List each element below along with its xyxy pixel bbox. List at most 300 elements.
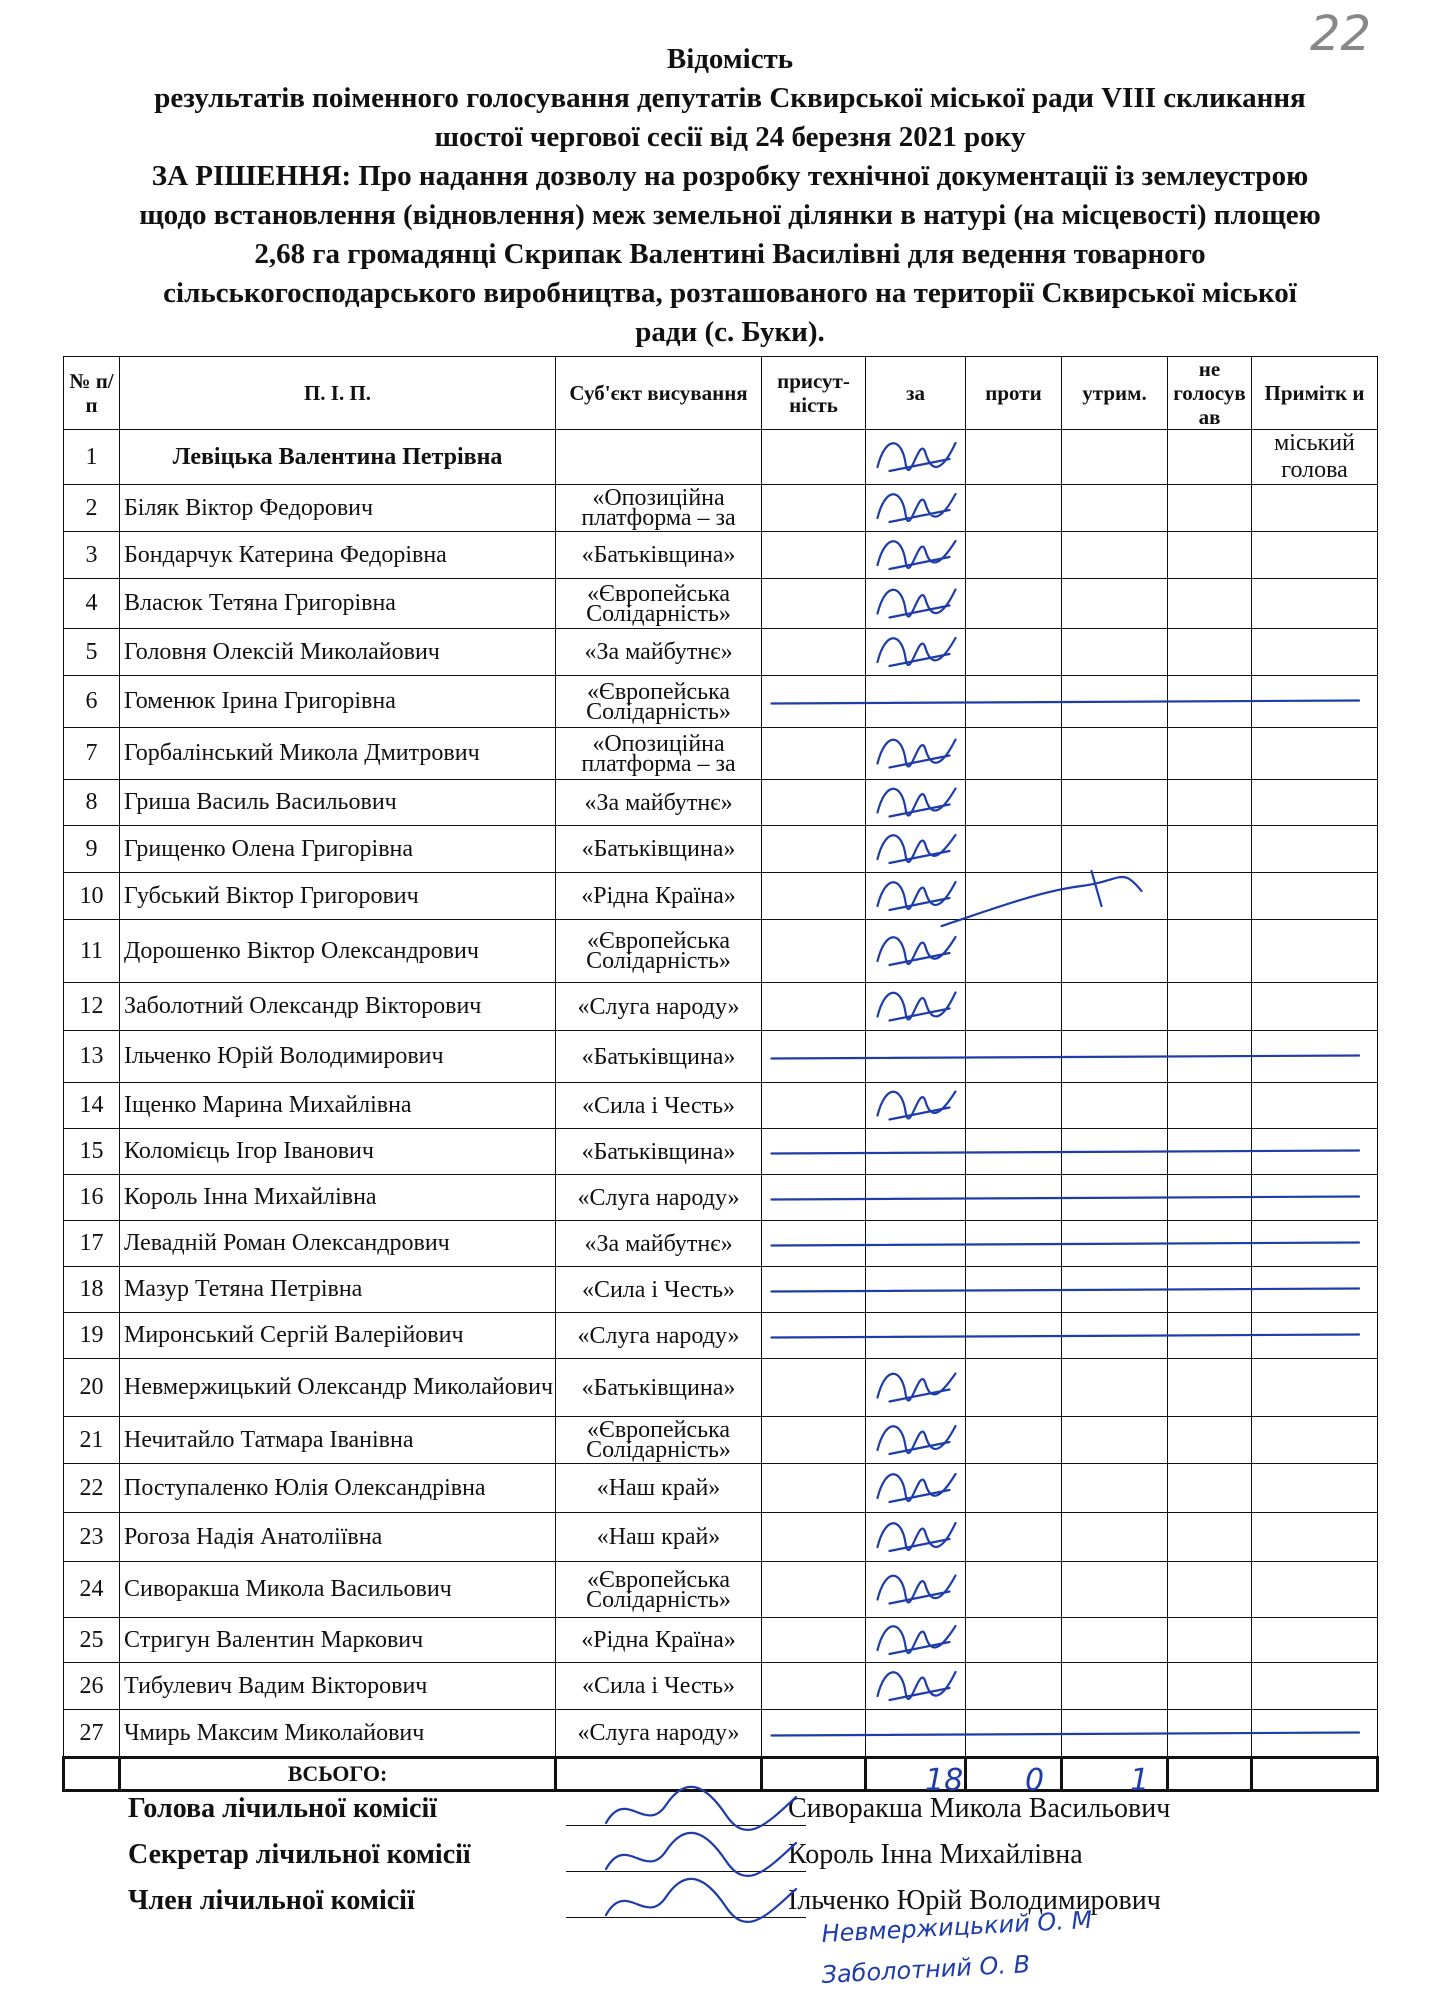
row-name: Заболотний Олександр Вікторович (120, 983, 556, 1031)
row-not-voted-cell (1168, 920, 1252, 983)
row-for-cell (866, 430, 966, 485)
signature-role: Член лічильної комісії (128, 1885, 415, 1916)
row-present-cell (762, 1359, 866, 1417)
total-abstain-cell (1062, 1758, 1168, 1791)
row-abstain-cell (1062, 1663, 1168, 1710)
document-title: Відомість (666, 43, 794, 75)
row-party: «Батьківщина» (556, 1129, 762, 1175)
table-row (64, 826, 1378, 873)
row-name: Грищенко Олена Григорівна (120, 826, 556, 873)
row-num: 26 (64, 1663, 120, 1710)
table-row (64, 1618, 1378, 1663)
table-row (64, 873, 1378, 920)
row-note (1252, 1175, 1378, 1221)
row-not-voted-cell (1168, 1359, 1252, 1417)
row-not-voted-cell (1168, 676, 1252, 728)
row-abstain-cell (1062, 826, 1168, 873)
row-note (1252, 1710, 1378, 1758)
row-against-cell (966, 1464, 1062, 1513)
row-name: Губський Віктор Григорович (120, 873, 556, 920)
table-row (64, 780, 1378, 826)
row-present-cell (762, 430, 866, 485)
row-party: «Батьківщина» (556, 532, 762, 579)
row-present-cell (762, 629, 866, 676)
table-row (64, 1221, 1378, 1267)
row-note (1252, 1267, 1378, 1313)
voting-table (62, 356, 1379, 1792)
row-num: 20 (64, 1359, 120, 1417)
row-present-cell (762, 676, 866, 728)
table-row (64, 1710, 1378, 1758)
row-party: «Європейська Солідарність» (556, 920, 762, 983)
page-number: 22 (1310, 6, 1372, 62)
row-note (1252, 728, 1378, 780)
row-present-cell (762, 1417, 866, 1464)
row-note (1252, 1359, 1378, 1417)
document-subtitle-line-2: шостої чергової сесії від 24 березня 2021 року (434, 121, 1026, 153)
row-abstain-cell (1062, 1359, 1168, 1417)
handwritten-note-2: Заболотний О. В (820, 1950, 1031, 1989)
document-subtitle-line-1: результатів поіменного голосування депутатів Сквирської міської ради VIII скликання (154, 82, 1306, 114)
row-for-cell (866, 485, 966, 532)
row-for-cell (866, 629, 966, 676)
row-note (1252, 780, 1378, 826)
row-party: «Наш край» (556, 1513, 762, 1562)
row-name: Горбалінський Микола Дмитрович (120, 728, 556, 780)
row-not-voted-cell (1168, 1417, 1252, 1464)
row-name: Гриша Василь Васильович (120, 780, 556, 826)
table-row (64, 728, 1378, 780)
row-party (556, 430, 762, 485)
row-name: Король Інна Михайлівна (120, 1175, 556, 1221)
row-not-voted-cell (1168, 1083, 1252, 1129)
table-row (64, 1313, 1378, 1359)
row-present-cell (762, 1464, 866, 1513)
row-num: 5 (64, 629, 120, 676)
row-for-cell (866, 1710, 966, 1758)
row-num: 24 (64, 1562, 120, 1618)
row-abstain-cell (1062, 1129, 1168, 1175)
row-against-cell (966, 1313, 1062, 1359)
row-for-cell (866, 1513, 966, 1562)
table-row (64, 629, 1378, 676)
row-party: «За майбутнє» (556, 629, 762, 676)
row-name: Власюк Тетяна Григорівна (120, 579, 556, 629)
row-against-cell (966, 676, 1062, 728)
signature-line (566, 1825, 806, 1826)
signature-line (566, 1871, 806, 1872)
row-for-cell (866, 1464, 966, 1513)
row-num: 25 (64, 1618, 120, 1663)
row-against-cell (966, 1175, 1062, 1221)
row-for-cell (866, 1129, 966, 1175)
signature-block (128, 1793, 1368, 1931)
row-note (1252, 873, 1378, 920)
table-row (64, 1031, 1378, 1083)
row-party: «Опозиційна платформа – за (556, 485, 762, 532)
table-row (64, 1267, 1378, 1313)
row-name: Поступаленко Юлія Олександрівна (120, 1464, 556, 1513)
row-against-cell (966, 780, 1062, 826)
row-against-cell (966, 1083, 1062, 1129)
row-party: «Батьківщина» (556, 1359, 762, 1417)
table-row (64, 485, 1378, 532)
row-abstain-cell (1062, 1267, 1168, 1313)
row-abstain-cell (1062, 629, 1168, 676)
row-not-voted-cell (1168, 1313, 1252, 1359)
row-party: «Європейська Солідарність» (556, 1417, 762, 1464)
row-party: «Батьківщина» (556, 826, 762, 873)
header-for: за (866, 357, 966, 430)
row-name: Коломієць Ігор Іванович (120, 1129, 556, 1175)
row-not-voted-cell (1168, 629, 1252, 676)
header-note: Примітк и (1252, 357, 1378, 430)
row-present-cell (762, 1710, 866, 1758)
row-present-cell (762, 1083, 866, 1129)
row-num: 21 (64, 1417, 120, 1464)
row-num: 18 (64, 1267, 120, 1313)
row-abstain-cell (1062, 728, 1168, 780)
row-present-cell (762, 1221, 866, 1267)
document-header (40, 40, 1420, 352)
row-note (1252, 676, 1378, 728)
row-present-cell (762, 983, 866, 1031)
row-note (1252, 629, 1378, 676)
decision-line-3: 2,68 га громадянці Скрипак Валентині Василівні для ведення товарного (254, 238, 1206, 270)
total-party-cell (556, 1758, 762, 1791)
row-against-cell (966, 1417, 1062, 1464)
header-abstain: утрим. (1062, 357, 1168, 430)
row-note: міський голова (1252, 430, 1378, 485)
row-name: Дорошенко Віктор Олександрович (120, 920, 556, 983)
header-party: Суб'єкт висування (556, 357, 762, 430)
row-present-cell (762, 1267, 866, 1313)
row-num: 2 (64, 485, 120, 532)
row-name: Миронський Сергій Валерійович (120, 1313, 556, 1359)
header-not-voted: не голосув ав (1168, 357, 1252, 430)
row-party: «Слуга народу» (556, 1175, 762, 1221)
total-for-cell (866, 1758, 966, 1791)
row-not-voted-cell (1168, 579, 1252, 629)
table-row (64, 532, 1378, 579)
decision-line-4: сільськогосподарського виробництва, розташованого на території Сквирської міської (163, 277, 1297, 309)
row-note (1252, 532, 1378, 579)
row-note (1252, 1221, 1378, 1267)
row-abstain-cell (1062, 1417, 1168, 1464)
row-abstain-cell (1062, 983, 1168, 1031)
row-num: 8 (64, 780, 120, 826)
row-name: Головня Олексій Миколайович (120, 629, 556, 676)
table-header-row (64, 357, 1378, 430)
total-label: ВСЬОГО: (120, 1758, 556, 1791)
row-name: Невмержицький Олександр Миколайович (120, 1359, 556, 1417)
row-against-cell (966, 1129, 1062, 1175)
total-note-cell (1252, 1758, 1378, 1791)
row-for-cell (866, 1175, 966, 1221)
row-num: 6 (64, 676, 120, 728)
row-note (1252, 1618, 1378, 1663)
row-for-cell (866, 920, 966, 983)
row-against-cell (966, 430, 1062, 485)
row-for-cell (866, 1083, 966, 1129)
table-row (64, 579, 1378, 629)
row-for-cell (866, 1267, 966, 1313)
row-num: 1 (64, 430, 120, 485)
row-present-cell (762, 873, 866, 920)
row-not-voted-cell (1168, 1267, 1252, 1313)
row-num: 14 (64, 1083, 120, 1129)
row-against-cell (966, 629, 1062, 676)
row-not-voted-cell (1168, 826, 1252, 873)
row-abstain-cell (1062, 430, 1168, 485)
row-note (1252, 1313, 1378, 1359)
table-row (64, 920, 1378, 983)
table-row (64, 1562, 1378, 1618)
row-for-cell (866, 1359, 966, 1417)
row-name: Мазур Тетяна Петрівна (120, 1267, 556, 1313)
table-row (64, 1464, 1378, 1513)
row-present-cell (762, 1175, 866, 1221)
row-party: «Слуга народу» (556, 1313, 762, 1359)
row-num: 13 (64, 1031, 120, 1083)
decision-line-2: щодо встановлення (відновлення) меж земельної ділянки в натурі (на місцевості) площею (139, 199, 1321, 231)
row-not-voted-cell (1168, 430, 1252, 485)
row-num: 23 (64, 1513, 120, 1562)
row-note (1252, 1031, 1378, 1083)
row-name: Тибулевич Вадим Вікторович (120, 1663, 556, 1710)
row-for-cell (866, 1417, 966, 1464)
row-against-cell (966, 1267, 1062, 1313)
signature-row-member (128, 1885, 1368, 1931)
handwritten-note-1: Невмержицький О. М (820, 1905, 1093, 1948)
row-party: «Опозиційна платформа – за (556, 728, 762, 780)
row-num: 27 (64, 1710, 120, 1758)
row-abstain-cell (1062, 485, 1168, 532)
row-abstain-cell (1062, 1175, 1168, 1221)
row-against-cell (966, 579, 1062, 629)
row-against-cell (966, 1513, 1062, 1562)
handwritten-total-against: 0 (1025, 1763, 1045, 1798)
row-not-voted-cell (1168, 1464, 1252, 1513)
row-num: 4 (64, 579, 120, 629)
row-against-cell (966, 485, 1062, 532)
row-against-cell (966, 1359, 1062, 1417)
table-row (64, 1663, 1378, 1710)
total-row (64, 1758, 1378, 1791)
row-abstain-cell (1062, 1562, 1168, 1618)
row-for-cell (866, 1663, 966, 1710)
row-not-voted-cell (1168, 1562, 1252, 1618)
row-party: «Сила і Честь» (556, 1267, 762, 1313)
row-present-cell (762, 579, 866, 629)
row-name: Стригун Валентин Маркович (120, 1618, 556, 1663)
row-note (1252, 485, 1378, 532)
handwritten-total-for: 18 (925, 1763, 964, 1798)
row-against-cell (966, 1221, 1062, 1267)
row-for-cell (866, 826, 966, 873)
row-note (1252, 1129, 1378, 1175)
decision-line-1: ЗА РІШЕННЯ: Про надання дозволу на розробку технічної документації із землеустрою (151, 160, 1309, 192)
row-present-cell (762, 1513, 866, 1562)
row-for-cell (866, 579, 966, 629)
row-num: 19 (64, 1313, 120, 1359)
row-note (1252, 579, 1378, 629)
decision-line-5: ради (с. Буки). (635, 316, 825, 348)
row-against-cell (966, 728, 1062, 780)
row-against-cell (966, 532, 1062, 579)
row-abstain-cell (1062, 676, 1168, 728)
total-not-voted-cell (1168, 1758, 1252, 1791)
row-present-cell (762, 1129, 866, 1175)
header-name: П. І. П. (120, 357, 556, 430)
row-name: Левіцька Валентина Петрівна (120, 430, 556, 485)
row-num: 12 (64, 983, 120, 1031)
row-against-cell (966, 1663, 1062, 1710)
row-party: «Слуга народу» (556, 1710, 762, 1758)
handwritten-total-abstain: 1 (1130, 1763, 1150, 1798)
table-row (64, 1175, 1378, 1221)
row-abstain-cell (1062, 1031, 1168, 1083)
row-present-cell (762, 532, 866, 579)
signature-row-secretary (128, 1839, 1368, 1885)
row-note (1252, 1464, 1378, 1513)
row-for-cell (866, 780, 966, 826)
table-row (64, 1417, 1378, 1464)
row-present-cell (762, 920, 866, 983)
row-for-cell (866, 873, 966, 920)
row-for-cell (866, 676, 966, 728)
row-party: «Європейська Солідарність» (556, 1562, 762, 1618)
row-not-voted-cell (1168, 1175, 1252, 1221)
row-party: «Європейська Солідарність» (556, 676, 762, 728)
signature-role: Секретар лічильної комісії (128, 1839, 471, 1870)
row-note (1252, 1513, 1378, 1562)
row-num: 16 (64, 1175, 120, 1221)
row-present-cell (762, 1031, 866, 1083)
row-party: «Європейська Солідарність» (556, 579, 762, 629)
row-for-cell (866, 532, 966, 579)
row-name: Іщенко Марина Михайлівна (120, 1083, 556, 1129)
row-present-cell (762, 1618, 866, 1663)
row-name: Гоменюк Ірина Григорівна (120, 676, 556, 728)
row-party: «За майбутнє» (556, 780, 762, 826)
row-abstain-cell (1062, 920, 1168, 983)
row-against-cell (966, 920, 1062, 983)
row-party: «Батьківщина» (556, 1031, 762, 1083)
table-row (64, 983, 1378, 1031)
row-abstain-cell (1062, 1513, 1168, 1562)
row-note (1252, 1417, 1378, 1464)
row-present-cell (762, 728, 866, 780)
table-row (64, 1129, 1378, 1175)
signature-name: Ільченко Юрій Володимирович (788, 1885, 1161, 1916)
row-party: «Сила і Честь» (556, 1083, 762, 1129)
row-party: «Слуга народу» (556, 983, 762, 1031)
row-abstain-cell (1062, 532, 1168, 579)
header-present: присут-ність (762, 357, 866, 430)
row-present-cell (762, 780, 866, 826)
row-num: 3 (64, 532, 120, 579)
row-party: «Наш край» (556, 1464, 762, 1513)
row-for-cell (866, 1221, 966, 1267)
row-not-voted-cell (1168, 983, 1252, 1031)
row-name: Чмирь Максим Миколайович (120, 1710, 556, 1758)
row-note (1252, 1083, 1378, 1129)
row-name: Нечитайло Татмара Іванівна (120, 1417, 556, 1464)
header-against: проти (966, 357, 1062, 430)
row-not-voted-cell (1168, 1513, 1252, 1562)
row-not-voted-cell (1168, 780, 1252, 826)
row-abstain-cell (1062, 1221, 1168, 1267)
row-present-cell (762, 1313, 866, 1359)
signature-line (566, 1917, 806, 1918)
row-note (1252, 1562, 1378, 1618)
row-against-cell (966, 1031, 1062, 1083)
row-num: 11 (64, 920, 120, 983)
signature-name: Сиворакша Микола Васильович (788, 1793, 1171, 1824)
row-num: 22 (64, 1464, 120, 1513)
row-abstain-cell (1062, 1618, 1168, 1663)
row-party: «За майбутнє» (556, 1221, 762, 1267)
row-abstain-cell (1062, 1710, 1168, 1758)
row-abstain-cell (1062, 780, 1168, 826)
row-against-cell (966, 1618, 1062, 1663)
total-present-cell (762, 1758, 866, 1791)
row-not-voted-cell (1168, 873, 1252, 920)
row-note (1252, 826, 1378, 873)
row-present-cell (762, 485, 866, 532)
signature-row-chair (128, 1793, 1368, 1839)
row-for-cell (866, 728, 966, 780)
table-row (64, 1513, 1378, 1562)
table-row (64, 1083, 1378, 1129)
row-present-cell (762, 1562, 866, 1618)
row-not-voted-cell (1168, 1221, 1252, 1267)
row-for-cell (866, 1031, 966, 1083)
row-party: «Сила і Честь» (556, 1663, 762, 1710)
row-party: «Рідна Країна» (556, 873, 762, 920)
row-name: Сиворакша Микола Васильович (120, 1562, 556, 1618)
row-not-voted-cell (1168, 485, 1252, 532)
row-abstain-cell (1062, 1313, 1168, 1359)
row-not-voted-cell (1168, 1710, 1252, 1758)
row-present-cell (762, 1663, 866, 1710)
row-abstain-cell (1062, 1464, 1168, 1513)
row-against-cell (966, 1562, 1062, 1618)
row-not-voted-cell (1168, 1031, 1252, 1083)
row-note (1252, 1663, 1378, 1710)
row-num: 10 (64, 873, 120, 920)
signature-role: Голова лічильної комісії (128, 1793, 438, 1824)
row-num: 7 (64, 728, 120, 780)
row-abstain-cell (1062, 579, 1168, 629)
row-against-cell (966, 1710, 1062, 1758)
row-note (1252, 920, 1378, 983)
row-abstain-cell (1062, 1083, 1168, 1129)
row-against-cell (966, 826, 1062, 873)
row-not-voted-cell (1168, 1129, 1252, 1175)
row-not-voted-cell (1168, 1663, 1252, 1710)
row-party: «Рідна Країна» (556, 1618, 762, 1663)
row-for-cell (866, 1618, 966, 1663)
table-row (64, 676, 1378, 728)
row-for-cell (866, 983, 966, 1031)
row-against-cell (966, 873, 1062, 920)
header-num: № п/п (64, 357, 120, 430)
row-against-cell (966, 983, 1062, 1031)
row-name: Ільченко Юрій Володимирович (120, 1031, 556, 1083)
row-name: Бондарчук Катерина Федорівна (120, 532, 556, 579)
